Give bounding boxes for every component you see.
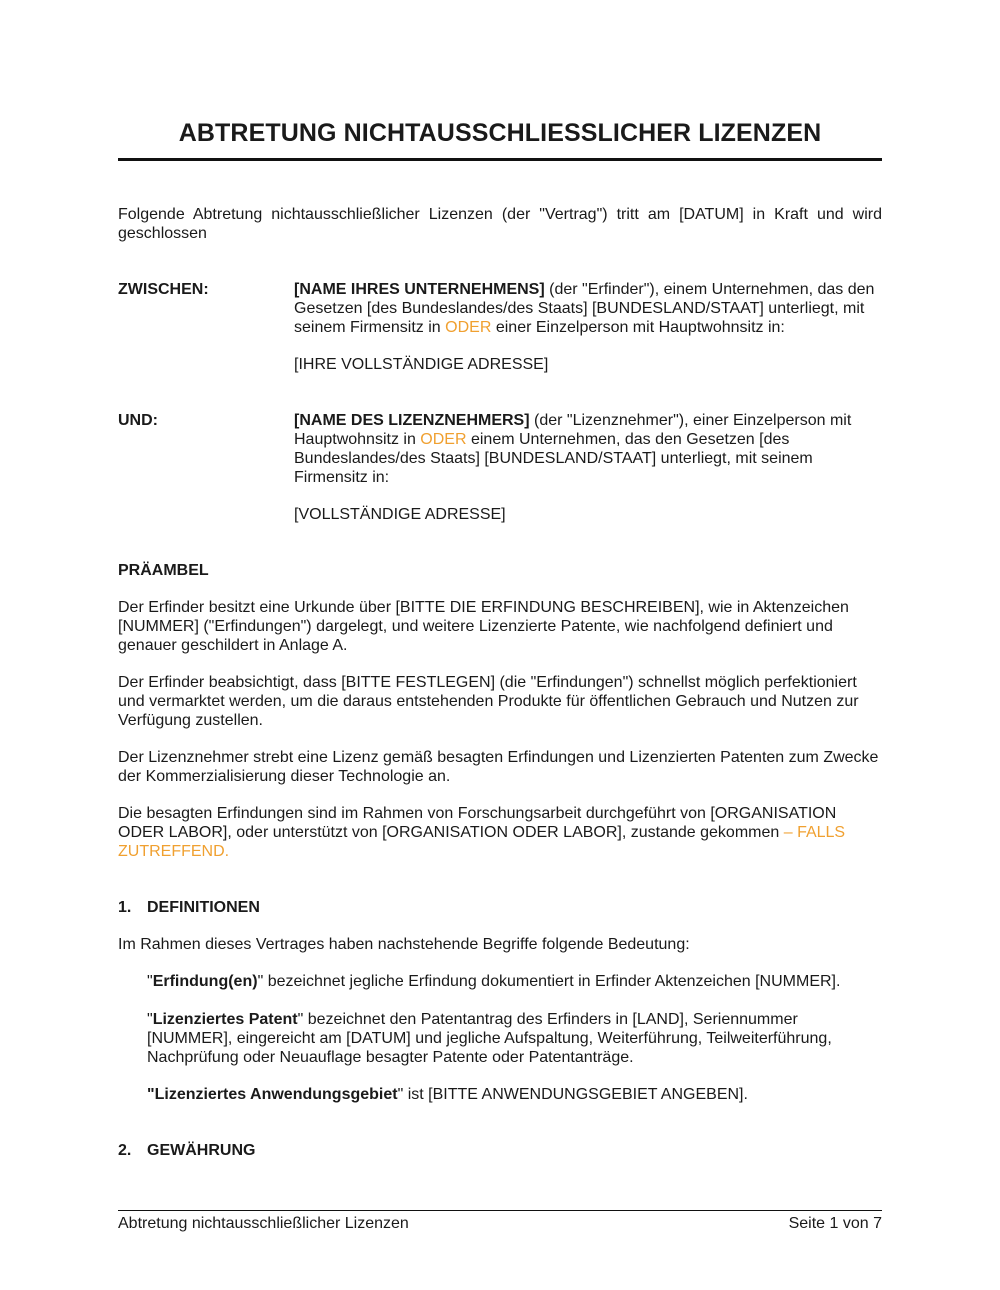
footer-page-number: Seite 1 von 7 [788, 1215, 882, 1232]
document-title: ABTRETUNG NICHTAUSSCHLIESSLICHER LIZENZEN [178, 119, 822, 147]
party2-label: UND: [118, 412, 158, 429]
party2-text-b: einem Unternehmen, das den Gesetzen [des Bundeslandes/des Staats] [BUNDESLAND/STAAT] unterliegt, mit seinem Firmensitz in: [294, 431, 813, 486]
title-rule [118, 158, 882, 161]
intro-paragraph: Folgende Abtretung nichtausschließlicher Lizenzen (der "Vertrag") tritt am [DATUM] in Kraft und wird geschlossen [118, 206, 882, 242]
definition-item [147, 1085, 882, 1104]
preamble-p2: Der Erfinder beabsichtigt, dass [BITTE FESTLEGEN] (die "Erfindungen") schnellst möglich perfektioniert und vermarktet werden, um die daraus entstehenden Produkte für öffentlichen Gebrauch und Nutzen zur Verfügung zustellen. [118, 674, 859, 729]
party1-label: ZWISCHEN: [118, 281, 209, 298]
party1-oder: ODER [445, 319, 492, 336]
party1-address: [IHRE VOLLSTÄNDIGE ADRESSE] [294, 356, 549, 373]
preamble-p4-note: – FALLS ZUTREFFEND. [118, 824, 846, 860]
party1-text-a: (der "Erfinder"), einem Unternehmen, das den Gesetzen [des Bundeslandes/des Staats] [BUNDESLAND/STAAT] unterliegt, mit seinem Firmensitz in [294, 281, 875, 336]
party2-text [294, 411, 874, 487]
def2-term: Lizenziertes Patent [152, 1011, 298, 1028]
party1-name: [NAME IHRES UNTERNEHMENS] [294, 281, 545, 298]
section2-number: 2. [118, 1142, 132, 1159]
section2-title: GEWÄHRUNG [147, 1142, 256, 1159]
def1-term: Erfindung(en) [152, 973, 258, 990]
footer-document-name: Abtretung nichtausschließlicher Lizenzen [118, 1215, 409, 1232]
def2-text: bezeichnet den Patentantrag des Erfinders in [LAND], Seriennummer [NUMMER], eingereicht am [DATUM] und jegliche Aufspaltung, Weiterführung, Teilweiterführung, Nachprüfung oder Neuauflage besagter Patente oder Patentanträge. [147, 1011, 832, 1066]
def3-quote-close: " [397, 1086, 404, 1103]
def1-text: bezeichnet jegliche Erfindung dokumentiert in Erfinder Aktenzeichen [NUMMER]. [263, 973, 841, 990]
document-page [118, 0, 882, 1290]
def2-quote-open: " [147, 1011, 153, 1028]
party2-name: [NAME DES LIZENZNEHMERS] [294, 412, 530, 429]
section2-heading [118, 1141, 255, 1160]
section1-title: DEFINITIONEN [147, 899, 260, 916]
def3-text: ist [BITTE ANWENDUNGSGEBIET ANGEBEN]. [403, 1086, 748, 1103]
preamble-p4-text: Die besagten Erfindungen sind im Rahmen von Forschungsarbeit durchgeführt von [ORGANISATION ODER LABOR], oder unterstützt von [ORGANISATION ODER LABOR], zustande gekommen [118, 805, 837, 841]
def1-quote-close: " [257, 973, 264, 990]
section1-heading [118, 898, 260, 917]
def2-quote-close: " [297, 1011, 304, 1028]
party2-text-a: (der "Lizenznehmer"), einer Einzelperson mit Hauptwohnsitz in [294, 412, 852, 448]
def3-term: Lizenziertes Anwendungsgebiet [154, 1086, 398, 1103]
definition-item [147, 1010, 882, 1067]
preamble-p1: Der Erfinder besitzt eine Urkunde über [BITTE DIE ERFINDUNG BESCHREIBEN], wie in Aktenzeichen [NUMMER] ("Erfindungen") dargelegt, und weitere Lizenzierte Patente, wie nachfolgend definiert und genauer geschildert in Anlage A. [118, 599, 849, 654]
party1-text [294, 280, 894, 337]
preamble-p3: Der Lizenznehmer strebt eine Lizenz gemäß besagten Erfindungen und Lizenzierten Patenten zum Zwecke der Kommerzialisierung dieser Technologie an. [118, 749, 879, 785]
party1-text-b: einer Einzelperson mit Hauptwohnsitz in: [491, 319, 785, 336]
party2-oder: ODER [420, 431, 467, 448]
def1-quote-open: " [147, 973, 153, 990]
party2-address: [VOLLSTÄNDIGE ADRESSE] [294, 506, 506, 523]
section1-number: 1. [118, 899, 132, 916]
section1-intro: Im Rahmen dieses Vertrages haben nachstehende Begriffe folgende Bedeutung: [118, 936, 690, 953]
definition-item [147, 972, 882, 991]
preamble-p4 [118, 804, 882, 861]
def3-quote-open: " [147, 1086, 155, 1103]
footer-rule [118, 1210, 882, 1211]
preamble-heading: PRÄAMBEL [118, 562, 209, 579]
